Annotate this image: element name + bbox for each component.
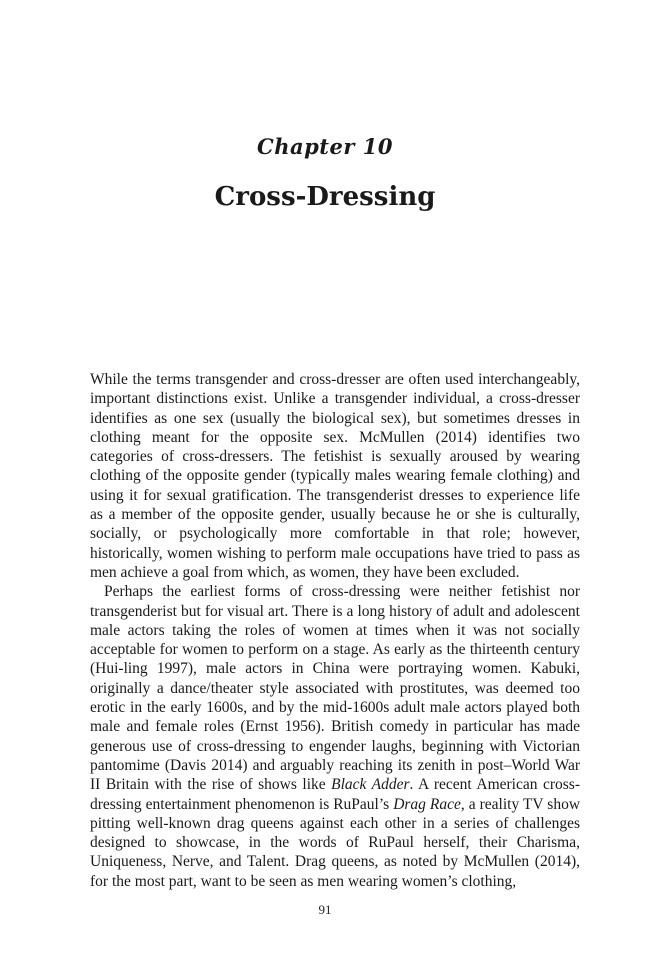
page-number: 91 <box>318 902 332 917</box>
show-title-drag-race: Drag Race <box>393 795 461 813</box>
paragraph-text: While the terms transgender and cross-dresser are often used interchangeably, important distinctions exist. Unlike a transgender individual, a cross-dresser identifies as one sex (usually the biological sex), but sometimes dresses in clothing meant for the opposite sex. McMullen (2014) identifies two categories of cross-dressers. The fetishist is sexually aroused by wearing clothing of the opposite gender (typically males wearing female clothing) and using it for sexual gratification. The transgenderist dresses to experience life as a member of the opposite gender, usually because he or she is culturally, socially, or psychologically more comfortable in that role; however, historically, women wishing to perform male occupations have tried to pass as men achieve a goal from which, as women, they have been excluded. <box>90 371 580 581</box>
paragraph-1 <box>90 370 580 582</box>
chapter-label: Chapter 10 <box>257 134 393 159</box>
paragraph-text: . A recent American cross-dressing entertainment phenomenon is RuPaul’s <box>90 776 581 813</box>
body-text <box>90 370 580 891</box>
paragraph-text: , a reality TV show pitting well-known drag queens against each other in a series of challenges designed to showcase, in the words of RuPaul herself, their Charisma, Uniqueness, Nerve, and Talent. Drag queens, as noted by McMullen (2014), for the most part, want to be seen as men wearing women’s clothing, <box>90 795 581 890</box>
paragraph-2 <box>90 582 580 891</box>
show-title-black-adder: Black Adder <box>331 776 410 794</box>
paragraph-text: Perhaps the earliest forms of cross-dressing were neither fetishist nor transgenderist but for visual art. There is a long history of adult and adolescent male actors taking the roles of women at times when it was not socially acceptable for women to perform on a stage. As early as the thirteenth century (Hui-ling 1997), male actors in China were portraying women. Kabuki, originally a dance/theater style associated with prostitutes, was deemed too erotic in the early 1600s, and by the mid-1600s adult male actors played both male and female roles (Ernst 1956). British comedy in particular has made generous use of cross-dressing to engender laughs, beginning with Victorian pantomime (Davis 2014) and arguably reaching its zenith in post–World War II Britain with the rise of shows like <box>90 583 580 794</box>
chapter-title: Cross-Dressing <box>214 182 436 212</box>
